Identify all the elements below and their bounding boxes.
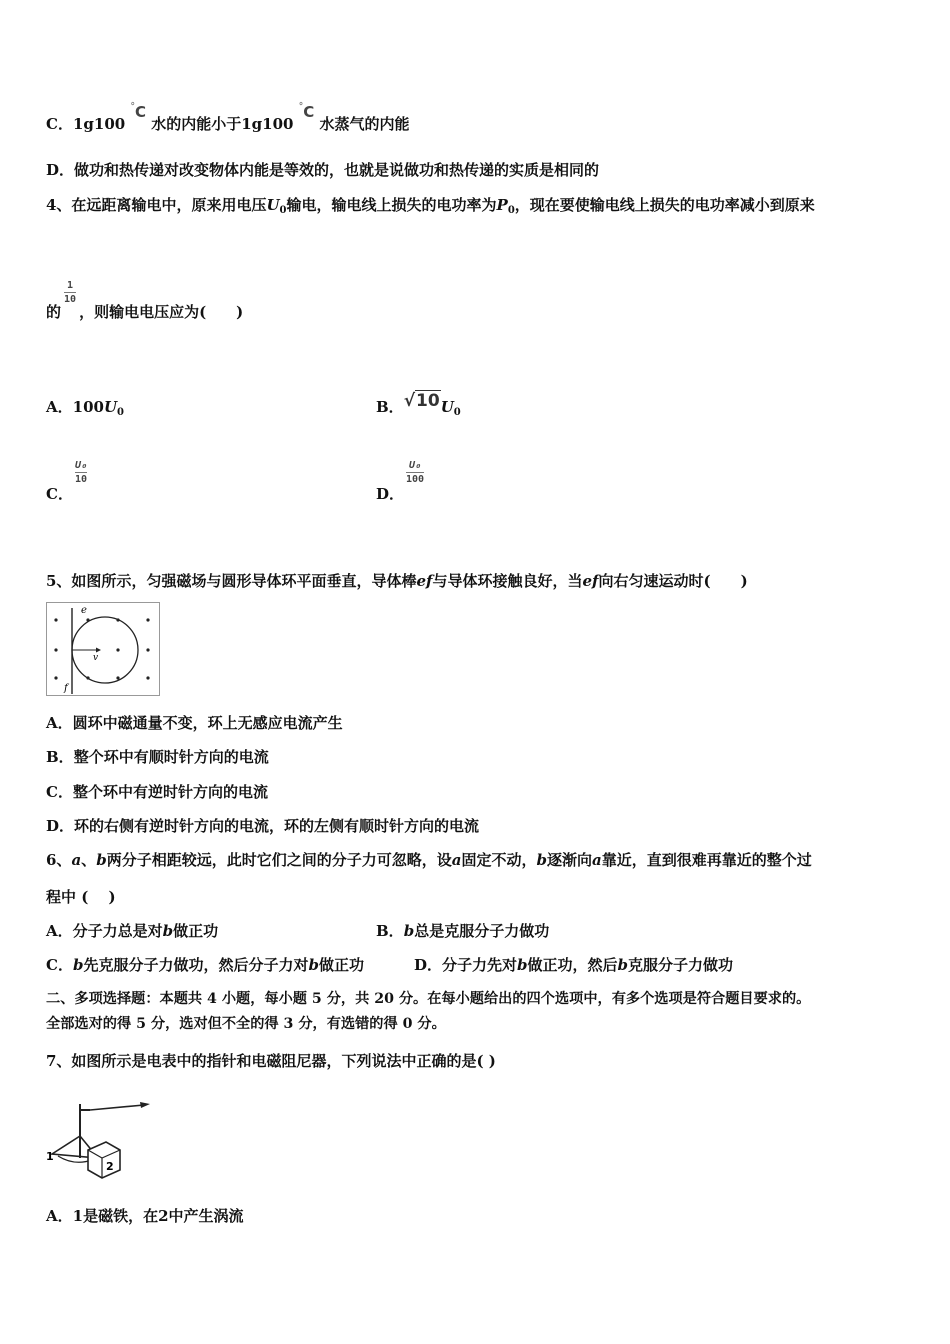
q5-option-c [46, 782, 268, 802]
var-b: b [308, 956, 319, 974]
var-ef: ef [416, 572, 433, 590]
pointer-tip [140, 1102, 150, 1108]
subscript: 0 [507, 205, 515, 216]
q7-stem: 7、如图所示是电表中的指针和电磁阻尼器，下列说法中正确的是( ) [46, 1052, 496, 1070]
stem-text: ，现在要使输电线上损失的电功率减小到原来 [514, 196, 815, 214]
option-text: 做正功，然后 [527, 956, 618, 974]
q4-stem-line2 [46, 280, 244, 327]
option-text: 环的右侧有逆时针方向的电流，环的左侧有顺时针方向的电流 [74, 817, 480, 835]
q4-option-b [376, 391, 461, 420]
var-b: b [403, 922, 415, 940]
stem-text: 4、在远距离输电中，原来用电压 [46, 196, 267, 214]
subscript: 0 [453, 407, 461, 418]
var-ef: ef [582, 572, 599, 590]
mass-text: 1g100 [72, 115, 126, 133]
label-1: 1 [46, 1150, 54, 1163]
option-label: D． [414, 956, 443, 974]
stem-text: 固定不动， [461, 851, 537, 869]
var-b: b [72, 956, 84, 974]
fraction-one-tenth [64, 280, 76, 305]
denominator: 10 [64, 294, 77, 305]
sqrt-expression: √10 [403, 391, 440, 411]
meter-damper-figure [44, 1096, 154, 1184]
numerator: 1 [67, 280, 74, 291]
q6-option-a [46, 921, 218, 941]
var-b: b [96, 851, 107, 869]
magnetic-ring-figure [46, 602, 160, 696]
option-label: C． [46, 956, 73, 974]
option-text: 圆环中磁通量不变，环上无感应电流产生 [72, 714, 343, 732]
var-a: a [451, 851, 462, 869]
var-b: b [617, 956, 629, 974]
option-label: D． [46, 161, 75, 179]
option-text: 整个环中有逆时针方向的电流 [72, 783, 268, 801]
section2-scoring: 全部选对的得 5 分，选对但不全的得 3 分，有选错的得 0 分。 [46, 1016, 446, 1032]
var-b: b [162, 922, 174, 940]
option-text: 2 [158, 1207, 169, 1225]
option-text: 做正功 [173, 922, 219, 940]
var-b: b [517, 956, 528, 974]
radicand: 10 [416, 391, 440, 411]
var-u: U [103, 398, 118, 416]
q5-option-b [46, 747, 269, 767]
q6-option-c [46, 955, 364, 975]
option-value: 100 [72, 398, 104, 416]
q7-option-a [46, 1206, 244, 1226]
option-text: 水的内能小于 [151, 115, 242, 133]
celsius-symbol: C [303, 103, 315, 121]
fraction-u0-over-100 [406, 460, 424, 485]
q5-stem [46, 571, 748, 591]
fraction-u0-over-10 [75, 460, 87, 485]
stem-text: 5、如图所示，匀强磁场与圆形导体环平面垂直，导体棒 [46, 572, 417, 590]
q4-option-c [46, 460, 87, 509]
q3-option-d [46, 160, 599, 180]
q5-option-a [46, 713, 343, 733]
option-text: 分子力先对 [442, 956, 518, 974]
option-text: 中产生涡流 [168, 1207, 244, 1225]
subscript: 0 [279, 205, 287, 216]
option-text: 做功和热传递对改变物体内能是等效的，也就是说做功和热传递的实质是相同的 [74, 161, 600, 179]
option-label: D． [376, 485, 405, 503]
stem-text: 逐渐向 [546, 851, 592, 869]
q6-option-d [414, 955, 733, 975]
meter-pointer [90, 1105, 144, 1110]
denominator: 100 [406, 474, 425, 485]
denominator: 10 [74, 474, 87, 485]
q6-stem-line2: 程中 ( ) [46, 888, 116, 906]
option-label: A． [46, 1207, 73, 1225]
option-label: B． [376, 922, 404, 940]
q4-stem [46, 195, 815, 218]
var-a: a [71, 851, 82, 869]
section2-heading: 二、多项选择题：本题共 4 小题，每小题 5 分，共 20 分。在每小题给出的四个选项中，有多个选项是符合题目要求的。 [46, 991, 811, 1007]
stem-text: 向右匀速运动时( ) [598, 572, 748, 590]
celsius-symbol: C [134, 103, 146, 121]
q6-option-b [376, 921, 549, 941]
q4-option-a [46, 397, 124, 420]
option-label: D． [46, 817, 75, 835]
var-u: U [266, 196, 280, 214]
option-text: 先克服分子力做功，然后分子力对 [83, 956, 309, 974]
option-label: A． [46, 714, 73, 732]
numerator: U₀ [409, 460, 422, 471]
label-e: e [81, 605, 87, 616]
stem-text: 两分子相距较远，此时它们之间的分子力可忽略，设 [106, 851, 452, 869]
q4-option-d [376, 460, 425, 509]
option-label: B． [376, 398, 404, 416]
var-p: P [496, 196, 508, 214]
option-text: 是磁铁，在 [83, 1207, 159, 1225]
option-label: C． [46, 783, 73, 801]
degree-dot-icon: ° [130, 102, 135, 112]
label-f: f [64, 683, 68, 694]
var-u: U [440, 398, 454, 416]
var-b: b [536, 851, 547, 869]
label-2: 2 [106, 1160, 114, 1173]
stem-text: 6、 [46, 851, 72, 869]
option-text: 分子力总是对 [72, 922, 163, 940]
numerator: U₀ [74, 460, 87, 471]
mass-text: 1g100 [241, 115, 294, 133]
q6-stem [46, 850, 812, 870]
q5-option-d [46, 816, 479, 836]
label-v: v [93, 653, 99, 663]
stem-text: 的 [46, 303, 62, 321]
var-a: a [591, 851, 602, 869]
stem-text: 、 [81, 851, 97, 869]
option-label: A． [46, 398, 73, 416]
magnet-block [88, 1142, 120, 1178]
subscript: 0 [117, 407, 125, 418]
stem-text: ，则输电电压应为( ) [79, 303, 244, 321]
stem-text: 与导体环接触良好，当 [432, 572, 583, 590]
option-label: C． [46, 115, 73, 133]
option-label: B． [46, 748, 74, 766]
option-text: 总是克服分子力做功 [414, 922, 550, 940]
option-text: 做正功 [318, 956, 364, 974]
stem-text: 输电，输电线上损失的电功率为 [286, 196, 497, 214]
option-text: 水蒸气的内能 [319, 115, 410, 133]
option-label: A． [46, 922, 73, 940]
option-label: C． [46, 485, 73, 503]
option-text: 整个环中有顺时针方向的电流 [73, 748, 269, 766]
degree-dot-icon: ° [298, 102, 304, 112]
q3-option-c [46, 102, 410, 137]
stem-text: 靠近，直到很难再靠近的整个过 [601, 851, 812, 869]
option-text: 1 [72, 1207, 84, 1225]
option-text: 克服分子力做功 [628, 956, 734, 974]
